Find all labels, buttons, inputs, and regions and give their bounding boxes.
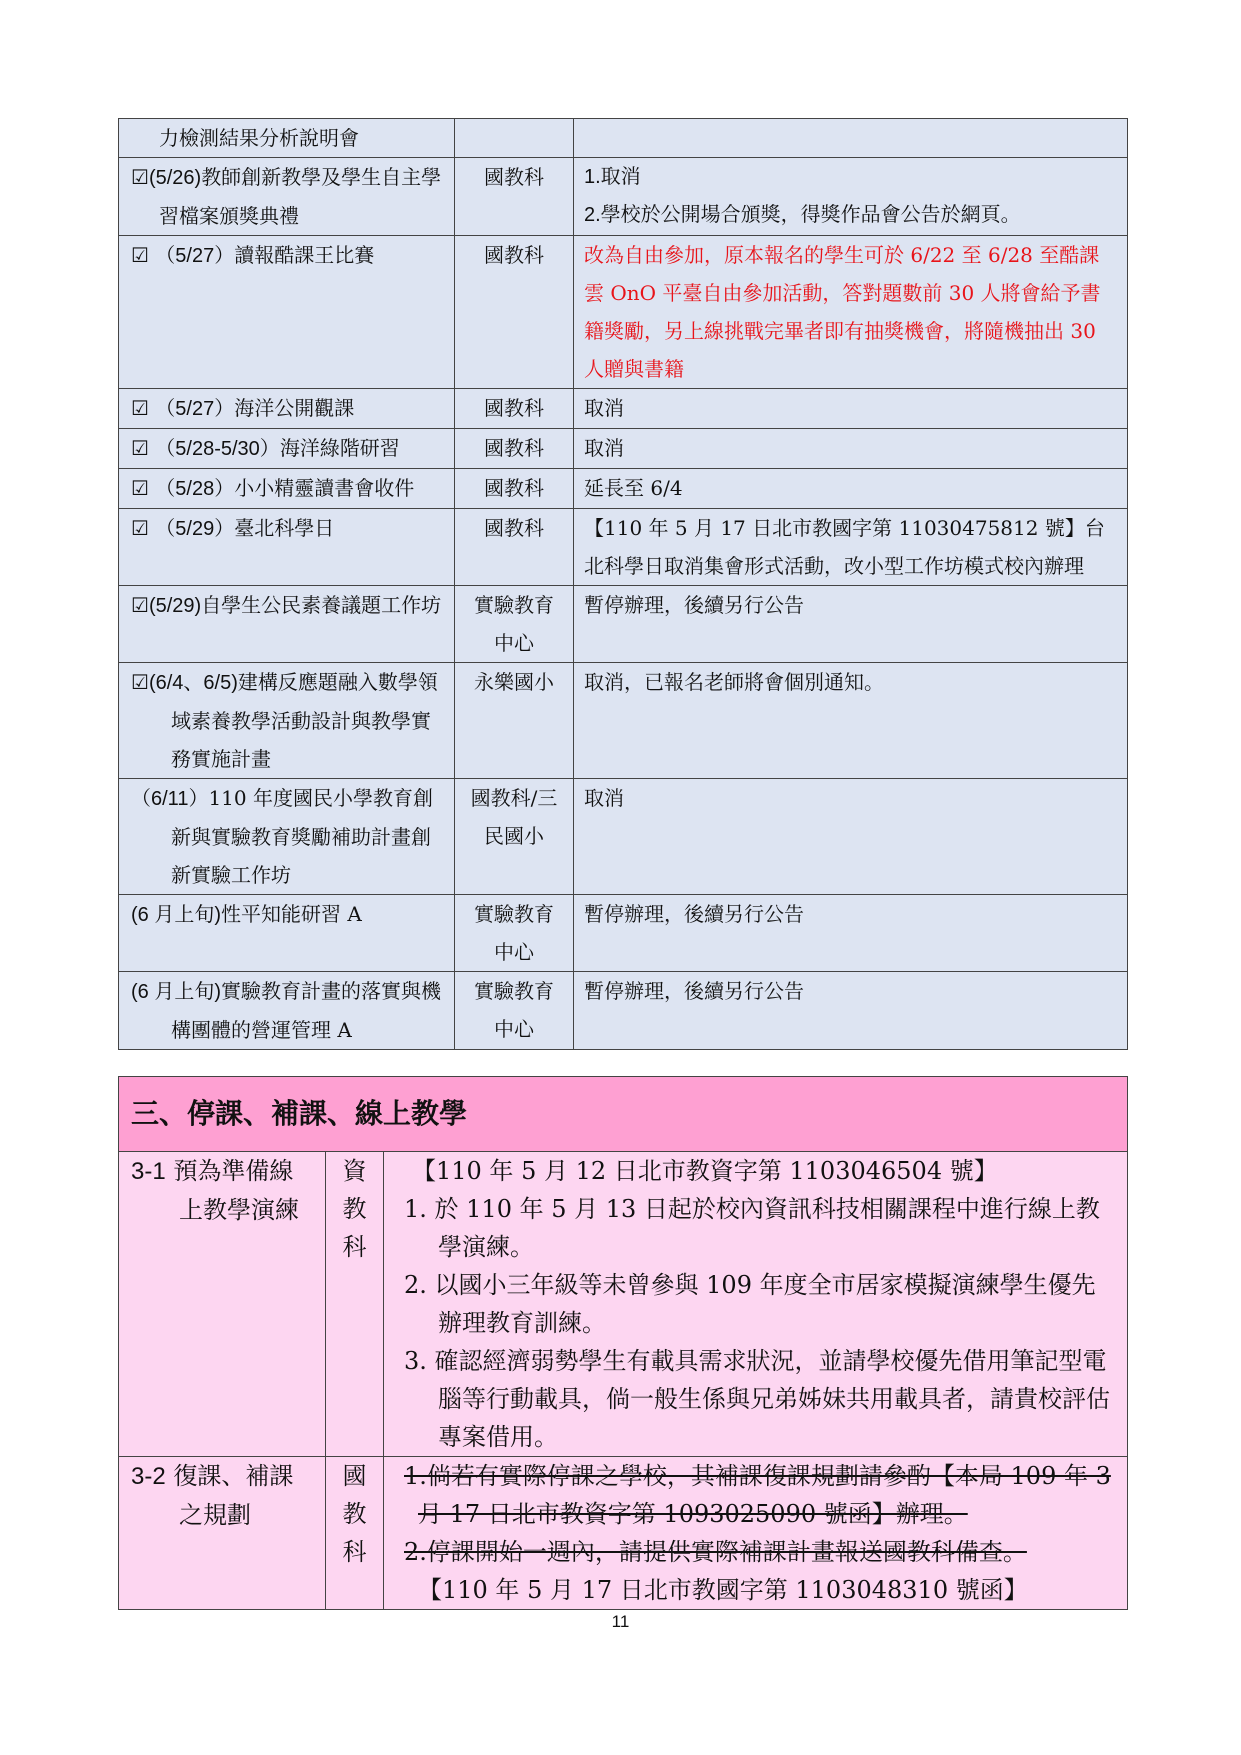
unit-cell: 實驗教育中心	[455, 972, 574, 1050]
checkbox-icon: ☑	[131, 476, 149, 500]
checkbox-icon: ☑	[131, 436, 149, 460]
event-date: (5/29)	[148, 595, 202, 617]
unit-cell	[455, 119, 574, 158]
item-content-cell	[384, 1152, 1128, 1457]
note-cell: 改為自由參加，原本報名的學生可於 6/22 至 6/28 至酷課雲 OnO 平臺自由參加活動，答對題數前 30 人將會給予書籍獎勵，另上線挑戰完畢者即有抽獎機會，將隨機抽出 30 人贈與書籍	[574, 236, 1128, 389]
event-date: （6/11）	[131, 788, 209, 810]
checkbox-icon: ☑	[131, 516, 149, 540]
item-unit-cell: 國教科	[326, 1457, 384, 1610]
checkbox-icon: ☑	[131, 593, 149, 617]
table-row	[119, 779, 1128, 895]
content-line: 2. 以國小三年級等未曾參與 109 年度全市居家模擬演練學生優先辦理教育訓練。	[404, 1271, 1096, 1337]
event-title: 性平知能研習 A	[221, 902, 362, 926]
note-cell: 取消	[574, 389, 1128, 429]
note-cell: 取消，已報名老師將會個別通知。	[574, 663, 1128, 779]
unit-cell: 國教科	[455, 469, 574, 509]
event-title: 自學生公民素養議題工作坊	[201, 593, 442, 617]
table-row	[119, 895, 1128, 972]
note-cell: 暫停辦理，後續另行公告	[574, 895, 1128, 972]
event-title: 110 年度國民小學教育創新與實驗教育獎勵補助計畫創新實驗工作坊	[171, 786, 433, 887]
event-title: 教師創新教學及學生自主學習檔案頒獎典禮	[159, 165, 442, 228]
table-row	[119, 1457, 1128, 1610]
event-date: (5/26)	[148, 167, 202, 189]
event-title: 海洋綠階研習	[279, 436, 400, 460]
event-date: (6/4、6/5)	[148, 672, 238, 694]
checkbox-icon: ☑	[131, 396, 149, 420]
event-date: （5/29）	[155, 518, 235, 540]
note-cell: 取消	[574, 429, 1128, 469]
schedule-table	[118, 118, 1128, 1050]
item-unit-cell: 資教科	[326, 1152, 384, 1457]
event-cell	[119, 895, 455, 972]
event-date: （5/28-5/30）	[155, 438, 280, 460]
unit-cell: 國教科/三民國小	[455, 779, 574, 895]
content-line: 【110 年 5 月 17 日北市教國字第 1103048310 號函】	[418, 1576, 1028, 1604]
event-cell	[119, 779, 455, 895]
unit-cell: 國教科	[455, 509, 574, 586]
table-row	[119, 429, 1128, 469]
unit-cell: 國教科	[455, 158, 574, 236]
event-date: （5/28）	[155, 478, 235, 500]
event-title: 力檢測結果分析說明會	[159, 126, 359, 150]
event-cell	[119, 663, 455, 779]
item-title: 復課、補課之規劃	[173, 1462, 294, 1529]
item-title-cell	[119, 1457, 326, 1610]
event-cell	[119, 236, 455, 389]
content-line-struck: 1.倘若有實際停課之學校，其補課復課規劃請參酌【本局 109 年 3 月 17 日北市教資字第 1093025090 號函】辦理。	[404, 1462, 1111, 1528]
unit-cell: 永樂國小	[455, 663, 574, 779]
event-date: （5/27）	[155, 398, 235, 420]
event-cell	[119, 469, 455, 509]
table-row	[119, 509, 1128, 586]
event-title: 海洋公開觀課	[234, 396, 355, 420]
event-title: 臺北科學日	[234, 516, 335, 540]
item-number: 3-1	[131, 1158, 166, 1185]
note-line: 2.學校於公開場合頒獎，得獎作品會公告於網頁。	[584, 204, 1021, 226]
event-cell	[119, 158, 455, 236]
note-cell: 暫停辦理，後續另行公告	[574, 972, 1128, 1050]
table-row	[119, 663, 1128, 779]
note-cell: 暫停辦理，後續另行公告	[574, 586, 1128, 663]
note-cell: 延長至 6/4	[574, 469, 1128, 509]
event-date: (6 月上旬)	[131, 981, 221, 1003]
event-cell	[119, 119, 455, 158]
event-title: 實驗教育計畫的落實與機構團體的營運管理 A	[171, 979, 441, 1042]
event-cell	[119, 509, 455, 586]
table-row	[119, 389, 1128, 429]
event-cell	[119, 389, 455, 429]
table-row	[119, 586, 1128, 663]
section-header-row	[119, 1077, 1128, 1152]
note-line: 1.取消	[584, 166, 641, 188]
event-title: 小小精靈讀書會收件	[234, 476, 415, 500]
checkbox-icon: ☑	[131, 670, 149, 694]
event-date: (6 月上旬)	[131, 904, 221, 926]
event-cell	[119, 586, 455, 663]
event-cell	[119, 972, 455, 1050]
note-cell: 【110 年 5 月 17 日北市教國字第 11030475812 號】台北科學日取消集會形式活動，改小型工作坊模式校內辦理	[574, 509, 1128, 586]
page-number: 11	[611, 1612, 630, 1631]
table-row	[119, 1152, 1128, 1457]
event-title: 讀報酷課王比賽	[234, 243, 375, 267]
note-cell	[574, 158, 1128, 236]
section3-table	[118, 1076, 1128, 1610]
unit-cell: 實驗教育中心	[455, 895, 574, 972]
content-line-struck: 2.停課開始一週內，請提供實際補課計畫報送國教科備查。	[404, 1538, 1027, 1566]
unit-cell: 國教科	[455, 429, 574, 469]
item-title-cell	[119, 1152, 326, 1457]
event-cell	[119, 429, 455, 469]
content-line: 【110 年 5 月 12 日北市教資字第 1103046504 號】	[412, 1157, 998, 1185]
unit-cell: 國教科	[455, 389, 574, 429]
table-row	[119, 469, 1128, 509]
unit-cell: 國教科	[455, 236, 574, 389]
section-heading: 三、停課、補課、線上教學	[119, 1077, 1128, 1152]
event-date: （5/27）	[155, 245, 235, 267]
table-row	[119, 119, 1128, 158]
unit-cell: 實驗教育中心	[455, 586, 574, 663]
note-cell	[574, 119, 1128, 158]
item-content-cell	[384, 1457, 1128, 1610]
item-number: 3-2	[131, 1463, 166, 1490]
checkbox-icon: ☑	[131, 243, 149, 267]
content-line: 1. 於 110 年 5 月 13 日起於校內資訊科技相關課程中進行線上教學演練。	[404, 1195, 1100, 1261]
content-line: 3. 確認經濟弱勢學生有載具需求狀況，並請學校優先借用筆記型電腦等行動載具，倘一般生係與兄弟姊妹共用載具者，請貴校評估專案借用。	[404, 1347, 1110, 1451]
table-row	[119, 972, 1128, 1050]
event-title: 建構反應題融入數學領域素養教學活動設計與教學實務實施計畫	[171, 670, 438, 771]
item-title: 預為準備線上教學演練	[173, 1157, 299, 1224]
table-row	[119, 236, 1128, 389]
note-cell: 取消	[574, 779, 1128, 895]
table-row	[119, 158, 1128, 236]
checkbox-icon: ☑	[131, 165, 149, 189]
